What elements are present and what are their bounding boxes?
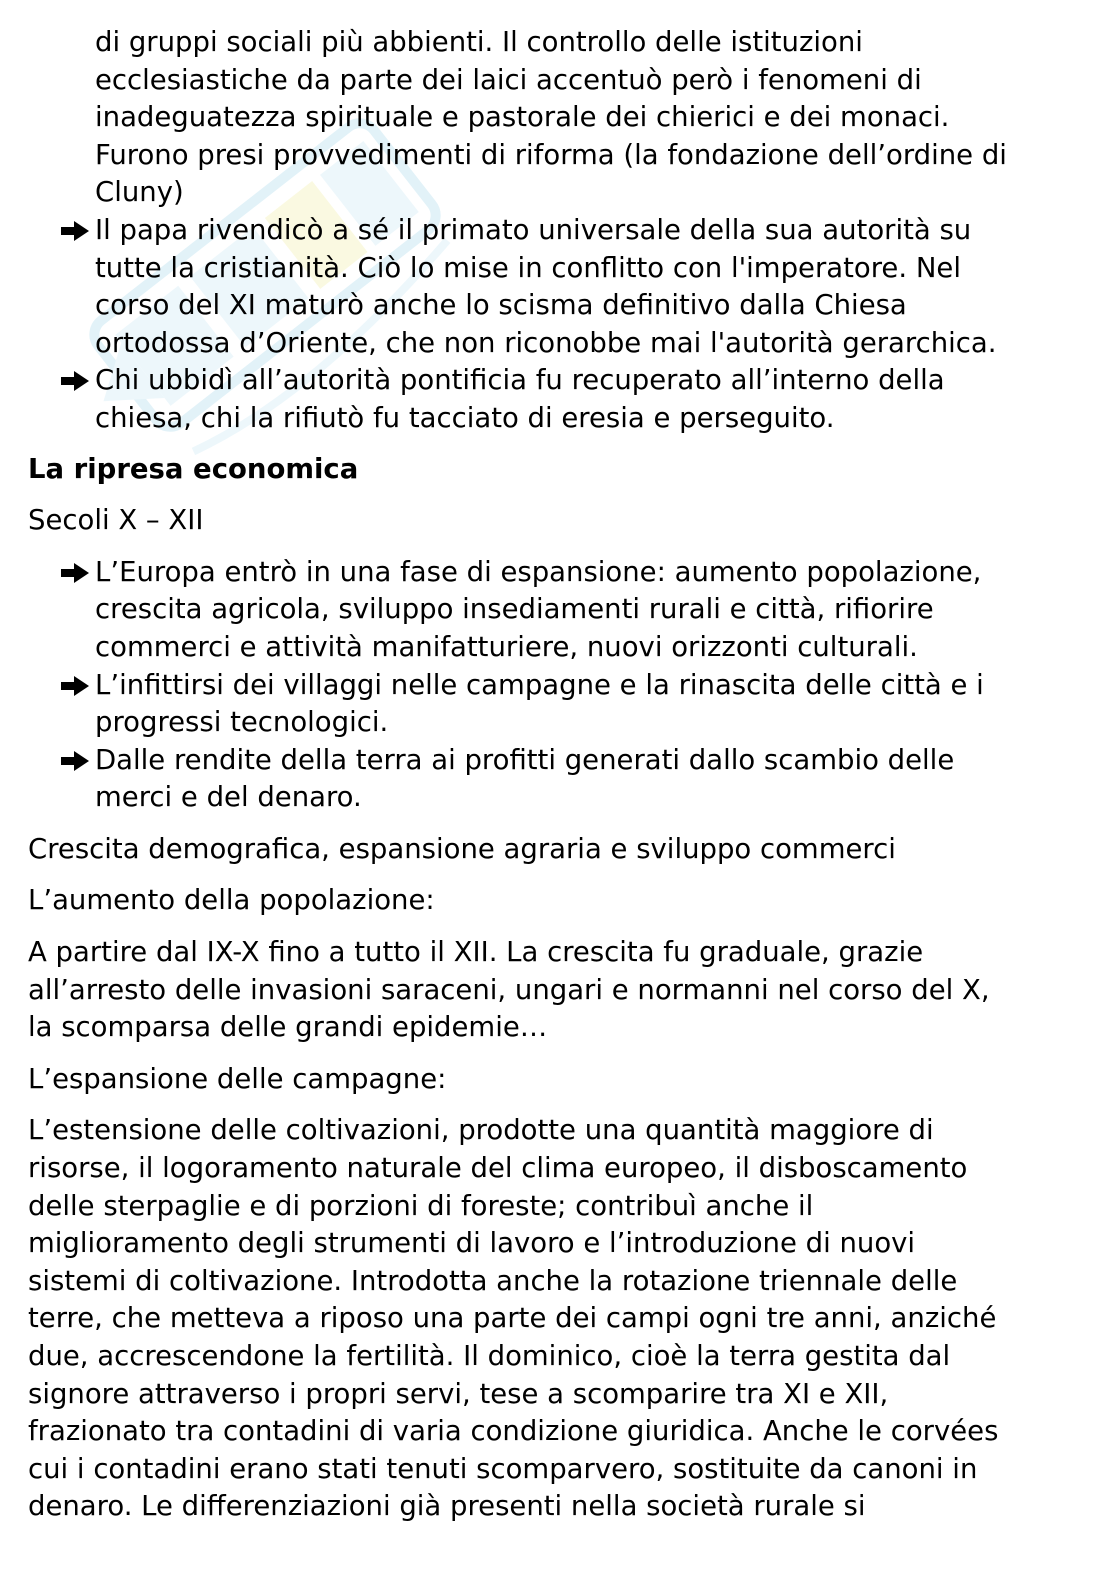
subtitle: Crescita demografica, espansione agraria e sviluppo commerci bbox=[28, 832, 896, 865]
document-page bbox=[28, 24, 1090, 1526]
text-line: Chi ubbidì all’autorità pontificia fu recuperato all’interno della bbox=[95, 364, 945, 397]
bullet-list-economy bbox=[28, 554, 1090, 817]
text-line: denaro. Le differenziazioni già presenti nella società rurale si bbox=[28, 1490, 866, 1523]
population-label: L’aumento della popolazione: bbox=[28, 884, 435, 917]
text-line: chiesa, chi la rifiutò fu tacciato di eresia e perseguito. bbox=[95, 401, 835, 434]
text-line: frazionato tra contadini di varia condizione giuridica. Anche le corvées bbox=[28, 1415, 999, 1448]
bullet-list-church bbox=[28, 212, 1090, 438]
text-line: Il papa rivendicò a sé il primato universale della sua autorità su bbox=[95, 213, 972, 246]
countryside-paragraph bbox=[28, 1112, 1090, 1526]
text-line: Furono presi provvedimenti di riforma (la fondazione dell’ordine di bbox=[95, 138, 1007, 171]
right-arrow-icon bbox=[60, 562, 90, 584]
text-line: L’estensione delle coltivazioni, prodotte una quantità maggiore di bbox=[28, 1114, 934, 1147]
text-line: risorse, il logoramento naturale del clima europeo, il disboscamento bbox=[28, 1152, 968, 1185]
text-line: di gruppi sociali più abbienti. Il controllo delle istituzioni bbox=[95, 26, 863, 58]
text-line: signore attraverso i propri servi, tese a scomparire tra XI e XII, bbox=[28, 1377, 889, 1410]
text-line: crescita agricola, sviluppo insediamenti rurali e città, rifiorire bbox=[95, 593, 934, 626]
text-line: ortodossa d’Oriente, che non riconobbe mai l'autorità gerarchica. bbox=[95, 326, 997, 359]
list-item bbox=[28, 362, 1090, 437]
section-heading: La ripresa economica bbox=[28, 452, 359, 485]
text-line: sistemi di coltivazione. Introdotta anche la rotazione triennale delle bbox=[28, 1264, 958, 1297]
text-line: due, accrescendone la fertilità. Il dominico, cioè la terra gestita dal bbox=[28, 1340, 951, 1372]
text-line: all’arresto delle invasioni saraceni, ungari e normanni nel corso del X, bbox=[28, 973, 990, 1006]
text-line: Dalle rendite della terra ai profitti generati dallo scambio delle bbox=[95, 743, 955, 776]
text-line: tutte la cristianità. Ciò lo mise in conflitto con l'imperatore. Nel bbox=[95, 251, 961, 284]
list-item bbox=[28, 667, 1090, 742]
text-line: miglioramento degli strumenti di lavoro e l’introduzione di nuovi bbox=[28, 1227, 916, 1260]
right-arrow-icon bbox=[60, 750, 90, 772]
text-line: la scomparsa delle grandi epidemie… bbox=[28, 1011, 548, 1044]
list-item bbox=[28, 554, 1090, 667]
text-line: corso del XI maturò anche lo scisma definitivo dalla Chiesa bbox=[95, 289, 907, 322]
text-line: progressi tecnologici. bbox=[95, 706, 389, 739]
text-line: L’infittirsi dei villaggi nelle campagne e la rinascita delle città e i bbox=[95, 668, 984, 701]
list-item bbox=[28, 212, 1090, 362]
right-arrow-icon bbox=[60, 370, 90, 392]
text-line: delle sterpaglie e di porzioni di foreste; contribuì anche il bbox=[28, 1189, 814, 1222]
text-line: merci e del denaro. bbox=[95, 781, 362, 814]
continuation-paragraph bbox=[28, 24, 1090, 212]
text-line: commerci e attività manifatturiere, nuovi orizzonti culturali. bbox=[95, 630, 918, 663]
text-line: A partire dal IX-X fino a tutto il XII. La crescita fu graduale, grazie bbox=[28, 936, 924, 969]
text-line: cui i contadini erano stati tenuti scomparvero, sostituite da canoni in bbox=[28, 1452, 978, 1485]
list-item bbox=[28, 742, 1090, 817]
population-paragraph bbox=[28, 934, 1090, 1047]
text-line: inadeguatezza spirituale e pastorale dei chierici e dei monaci. bbox=[95, 101, 950, 134]
text-line: terre, che metteva a riposo una parte dei campi ogni tre anni, anziché bbox=[28, 1302, 997, 1335]
text-line: Cluny) bbox=[95, 176, 184, 209]
text-line: ecclesiastiche da parte dei laici accentuò però i fenomeni di bbox=[95, 63, 922, 96]
period-label: Secoli X – XII bbox=[28, 504, 204, 537]
text-line: L’Europa entrò in una fase di espansione: aumento popolazione, bbox=[95, 555, 982, 588]
countryside-label: L’espansione delle campagne: bbox=[28, 1062, 447, 1095]
right-arrow-icon bbox=[60, 675, 90, 697]
right-arrow-icon bbox=[60, 220, 90, 242]
